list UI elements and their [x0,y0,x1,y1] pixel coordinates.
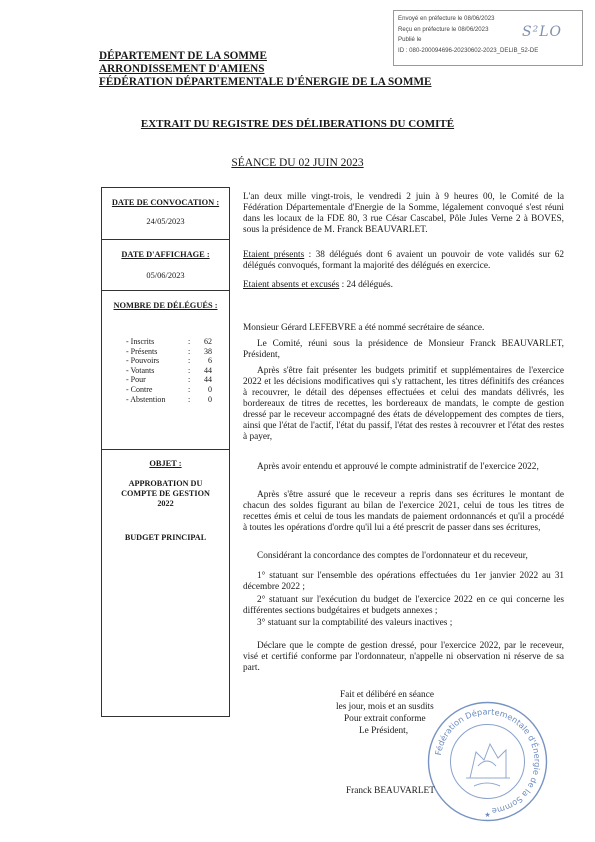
signature-line-3: Pour extrait conforme [344,714,426,724]
vote-row-inscrits: - Inscrits : 62 [126,337,212,346]
seal-text: Fédération Départementale d'Énergie de la Somme [432,706,543,817]
paragraph-statuant-3: 3° statuant sur la comptabilité des valeurs inactives ; [257,618,453,628]
header-department: DÉPARTEMENT DE LA SOMME [99,50,267,62]
intro-paragraph: L'an deux mille vingt-trois, le vendredi 2 juin à 9 heures 00, le Comité de la Fédération Départementale d'Energie de la Somme, légalement convoqué s'est réuni dans les locaux de la FDE 80, 3 rue César Cascabel, Pôle Jules Verne 2 à BOVES, sous la présidence de M. Franck BEAUVARLET. [243,192,564,235]
vote-row-contre: - Contre : 0 [126,384,212,394]
paragraph-comite: Le Comité, réuni sous la présidence de Monsieur Franck BEAUVARLET, Président, [243,339,564,360]
affichage-label: DATE D'AFFICHAGE : [121,250,210,259]
stamp-received: Reçu en préfecture le 08/06/2023 [398,25,489,33]
affichage-value: 05/06/2023 [146,271,185,280]
paragraph-statuant-2: 2° statuant sur l'exécution du budget de l'exercice 2022 en ce qui concerne les différentes sections budgétaires et budgets annexes ; [243,595,564,616]
objet-label: OBJET : [149,459,182,468]
meta-column [101,187,230,717]
vote-row-votants: - Votants : 44 [126,365,212,375]
absents-paragraph [243,280,564,291]
objet-title [102,479,229,509]
stamp-id: ID : 080-200094696-20230602-2023_DELIB_52-DE [398,46,539,54]
paragraph-compte-administratif: Après avoir entendu et approuvé le compte administratif de l'exercice 2022, [257,462,539,472]
header-federation: FÉDÉRATION DÉPARTEMENTALE D'ÉNERGIE DE LA SOMME [99,76,432,88]
objet-title-line-2: COMPTE DE GESTION [121,489,210,498]
absents-label: Etaient absents et excusés [243,280,340,290]
convocation-label: DATE DE CONVOCATION : [111,198,220,207]
document-header [99,50,431,89]
president-name: Franck BEAUVARLET [346,786,435,796]
paragraph-statuant-1: 1° statuant sur l'ensemble des opérations effectuées du 1er janvier 2022 au 31 décembre 2022 ; [243,571,564,592]
presents-paragraph [243,250,564,272]
secretaire-paragraph: Monsieur Gérard LEFEBVRE a été nommé secrétaire de séance. [243,323,485,333]
paragraph-budgets: Après s'être fait présenter les budgets primitif et supplémentaires de l'exercice 2022 et les décisions modificatives qui s'y rattachent, les titres définitifs des créances à recouvrer, le détail des dépenses effectuées et celui des mandats délivrés, les bordereaux de titres de recettes, les bordereaux de mandats, le compte de gestion dressé par le receveur accompagné des états de développement des comptes de tiers, ainsi que l'état de l'actif, l'état du passif, l'état des restes à recouvrer et l'état des restes à payer, [243,366,564,442]
presents-label: Etaient présents [243,250,305,260]
objet-subtitle: BUDGET PRINCIPAL [124,533,207,542]
objet-title-line-1: APPROBATION DU [128,479,203,488]
vote-row-abstention: - Abstention : 0 [126,394,212,404]
signature-line-4: Le Président, [359,726,409,736]
delegues-box [102,291,229,450]
vote-list [126,337,229,404]
stamp-sent: Envoyé en préfecture le 08/06/2023 [398,15,495,22]
absents-text: : 24 délégués. [339,280,393,290]
stamp-mark: S²LO [522,24,562,40]
vote-row-pour: - Pour : 44 [126,375,212,385]
svg-text:★: ★ [484,811,491,819]
convocation-box [102,188,229,240]
paragraph-declare: Déclare que le compte de gestion dressé, pour l'exercice 2022, par le receveur, visé et certifié conforme par l'ordonnateur, n'appelle ni observation ni réserve de sa part. [243,641,564,673]
presents-text: : 38 délégués dont 6 avaient un pouvoir de vote validés sur 62 délégués convoqués, formant la majorité des délégués en exercice. [243,250,564,271]
vote-row-pouvoirs: - Pouvoirs : 6 [126,356,212,366]
seance-date: SÉANCE DU 02 JUIN 2023 [231,157,364,169]
affichage-box [102,240,229,291]
stamp-published: Publié le [398,36,422,43]
signature-line-1: Fait et délibéré en séance [340,690,434,700]
objet-box [102,450,229,542]
document-title: EXTRAIT DU REGISTRE DES DÉLIBERATIONS DU COMITÉ [140,118,455,130]
vote-row-presents: - Présents : 38 [126,346,212,356]
delegues-label: NOMBRE DE DÉLÉGUÉS : [113,301,218,310]
header-arrondissement: ARRONDISSEMENT D'AMIENS [99,63,265,75]
paragraph-receveur: Après s'être assuré que le receveur a repris dans ses écritures le montant de chacun des soldes figurant au bilan de l'exercice 2021, celui de tous les titres de recettes émis et celui de tous les mandats de paiement ordonnancés et qu'il a procédé à toutes les opérations d'ordre qu'il lui a été prescrit de passer dans ses écritures, [243,490,564,533]
official-seal-icon [426,700,549,823]
paragraph-concordance: Considérant la concordance des comptes de l'ordonnateur et du receveur, [257,551,528,561]
objet-title-line-3: 2022 [157,499,174,508]
signature-line-2: les jour, mois et an susdits [336,702,434,712]
convocation-value: 24/05/2023 [146,217,185,226]
